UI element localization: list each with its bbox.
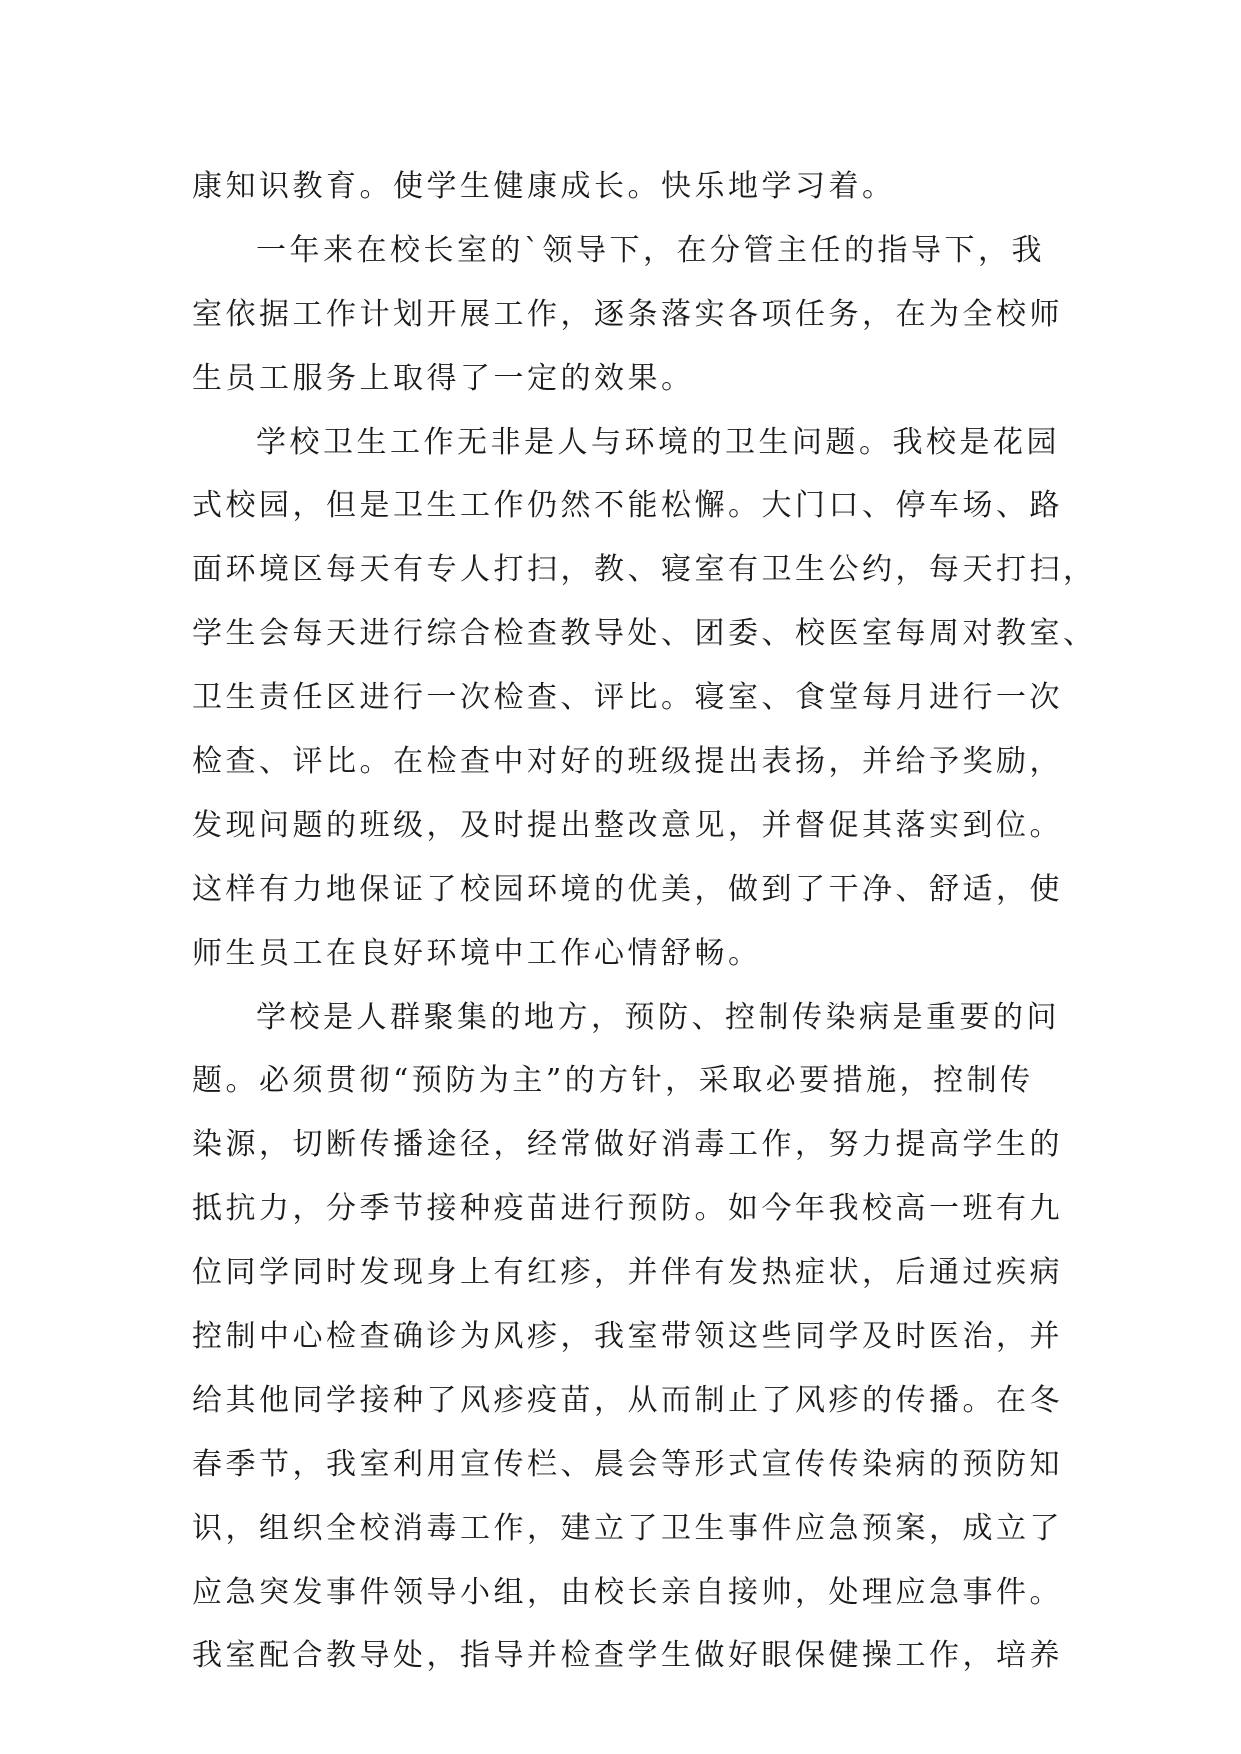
text-line: 给其他同学接种了风疹疫苗，从而制止了风疹的传播。在冬 — [192, 1382, 1063, 1418]
text-line: 发现问题的班级，及时提出整改意见，并督促其落实到位。 — [192, 807, 1063, 843]
document-body — [192, 155, 1097, 1688]
text-line: 这样有力地保证了校园环境的优美，做到了干净、舒适，使 — [192, 871, 1063, 907]
text-line: 面环境区每天有专人打扫，教、寝室有卫生公约，每天打扫， — [192, 552, 1097, 588]
text-line: 一年来在校长室的`领导下，在分管主任的指导下，我 — [256, 232, 1045, 268]
text-line: 学生会每天进行综合检查教导处、团委、校医室每周对教室、 — [192, 616, 1097, 652]
text-line: 我室配合教导处，指导并检查学生做好眼保健操工作，培养 — [192, 1638, 1063, 1674]
text-line: 位同学同时发现身上有红疹，并伴有发热症状，后通过疾病 — [192, 1255, 1063, 1291]
text-line: 康知识教育。使学生健康成长。快乐地学习着。 — [192, 169, 896, 204]
text-line: 学校是人群聚集的地方，预防、控制传染病是重要的问 — [256, 999, 1060, 1035]
text-line: 式校园，但是卫生工作仍然不能松懈。大门口、停车场、路 — [192, 488, 1063, 524]
text-line: 室依据工作计划开展工作，逐条落实各项任务，在为全校师 — [192, 296, 1063, 332]
text-line: 题。必须贯彻“预防为主”的方针，采取必要措施，控制传 — [192, 1063, 1034, 1099]
text-line: 学校卫生工作无非是人与环境的卫生问题。我校是花园 — [256, 424, 1060, 460]
text-line: 抵抗力，分季节接种疫苗进行预防。如今年我校高一班有九 — [192, 1191, 1063, 1227]
text-line: 检查、评比。在检查中对好的班级提出表扬，并给予奖励， — [192, 744, 1063, 780]
text-line: 染源，切断传播途径，经常做好消毒工作，努力提高学生的 — [192, 1127, 1063, 1163]
text-line: 应急突发事件领导小组，由校长亲自接帅，处理应急事件。 — [192, 1574, 1063, 1610]
text-line: 控制中心检查确诊为风疹，我室带领这些同学及时医治，并 — [192, 1319, 1063, 1355]
text-line: 师生员工在良好环境中工作心情舒畅。 — [192, 935, 762, 971]
text-line: 识，组织全校消毒工作，建立了卫生事件应急预案，成立了 — [192, 1510, 1063, 1546]
text-line: 生员工服务上取得了一定的效果。 — [192, 360, 695, 396]
text-line: 卫生责任区进行一次检查、评比。寝室、食堂每月进行一次 — [192, 680, 1063, 716]
text-line: 春季节，我室利用宣传栏、晨会等形式宣传传染病的预防知 — [192, 1446, 1063, 1482]
